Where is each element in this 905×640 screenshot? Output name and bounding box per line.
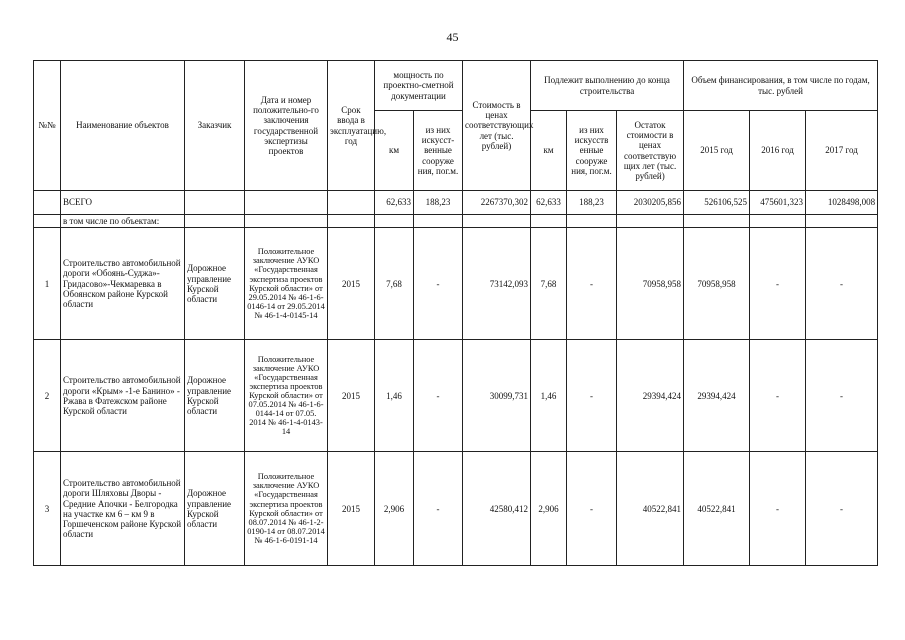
row-2017: - [806,228,878,340]
header-finance: Объем финансирования, в том числе по годам, тыс. рублей [684,61,878,111]
total-customer [185,191,245,215]
row-cost: 73142,093 [463,228,531,340]
total-term [328,191,375,215]
subheader-num [34,215,61,228]
row-customer: Дорожное управление Курской области [185,228,245,340]
header-num: №№ [34,61,61,191]
total-label: ВСЕГО [61,191,185,215]
total-2015: 526106,525 [684,191,750,215]
header-customer: Заказчик [185,61,245,191]
row-2015: 70958,958 [684,228,750,340]
table-row [34,340,878,452]
row-customer: Дорожное управление Курской области [185,340,245,452]
row-rest: 29394,424 [617,340,684,452]
row-km: 1,46 [375,340,414,452]
row-struct: - [414,452,463,566]
total-cost: 2267370,302 [463,191,531,215]
total-struct: 188,23 [414,191,463,215]
row-name: Строительство автомобильной дороги «Обоянь-Суджа»-Гридасово»-Чекмаревка в Обоянском районе Курской области [61,228,185,340]
header-year-2015: 2015 год [684,111,750,191]
total-num [34,191,61,215]
header-todo-rest: Остаток стоимости в ценах соответствую щих лет (тыс. рублей) [617,111,684,191]
row-rest: 70958,958 [617,228,684,340]
row-2017: - [806,452,878,566]
total-km: 62,633 [375,191,414,215]
row-rest: 40522,841 [617,452,684,566]
total-2017: 1028498,008 [806,191,878,215]
header-cost: Стоимость в ценах соответствующих лет (тыс. рублей) [463,61,531,191]
row-num: 3 [34,452,61,566]
header-capacity-struct: из них искусст-венные сооруже ния, пог.м. [414,111,463,191]
row-cost: 30099,731 [463,340,531,452]
row-todo-km: 2,906 [531,452,567,566]
row-todo-struct: - [567,340,617,452]
row-customer: Дорожное управление Курской области [185,452,245,566]
header-todo: Подлежит выполнению до конца строительства [531,61,684,111]
row-2015: 40522,841 [684,452,750,566]
row-num: 1 [34,228,61,340]
total-todo-struct: 188,23 [567,191,617,215]
header-year-2016: 2016 год [750,111,806,191]
total-rest: 2030205,856 [617,191,684,215]
total-expertise [245,191,328,215]
row-km: 2,906 [375,452,414,566]
page-number: 45 [446,30,459,44]
row-2015: 29394,424 [684,340,750,452]
header-name: Наименование объектов [61,61,185,191]
row-todo-km: 7,68 [531,228,567,340]
row-struct: - [414,340,463,452]
header-todo-struct: из них искусств енные сооруже ния, пог.м. [567,111,617,191]
row-num: 2 [34,340,61,452]
table-row [34,452,878,566]
row-expertise: Положительное заключение АУКО «Государственная экспертиза проектов Курской области» от 29.05.2014 № 46-1-6-0146-14 от 29.05.2014 № 46-1-4-0145-14 [245,228,328,340]
table-row [34,228,878,340]
header-todo-km: км [531,111,567,191]
row-term: 2015 [328,340,375,452]
row-cost: 42580,412 [463,452,531,566]
row-2016: - [750,228,806,340]
row-term: 2015 [328,452,375,566]
header-capacity-km: км [375,111,414,191]
header-year-2017: 2017 год [806,111,878,191]
total-todo-km: 62,633 [531,191,567,215]
row-term: 2015 [328,228,375,340]
row-2016: - [750,452,806,566]
row-todo-km: 1,46 [531,340,567,452]
row-expertise: Положительное заключение АУКО «Государственная экспертиза проектов Курской области» от 08.07.2014 № 46-1-2-0190-14 от 08.07.2014 № 46-1-6-0191-14 [245,452,328,566]
header-row-1 [34,61,878,111]
row-name: Строительство автомобильной дороги «Крым» -1-е Банино» - Ржава в Фатежском районе Курской области [61,340,185,452]
subheader-label: в том числе по объектам: [61,215,185,228]
row-km: 7,68 [375,228,414,340]
row-todo-struct: - [567,452,617,566]
row-2017: - [806,340,878,452]
row-todo-struct: - [567,228,617,340]
total-row [34,191,878,215]
objects-table [33,60,878,566]
row-name: Строительство автомобильной дороги Шляховы Дворы - Средние Апочки - Белгородка на участке км 6 – км 9 в Горшеченском районе Курской области [61,452,185,566]
total-2016: 475601,323 [750,191,806,215]
subheader-row [34,215,878,228]
header-term: Срок ввода в эксплуатацию, год [328,61,375,191]
row-expertise: Положительное заключение АУКО «Государственная экспертиза проектов Курской области» от 07.05.2014 № 46-1-6-0144-14 от 07.05. 2014 № 46-1-4-0143-14 [245,340,328,452]
header-expertise: Дата и номер положительно-го заключения государственной экспертизы проектов [245,61,328,191]
row-struct: - [414,228,463,340]
row-2016: - [750,340,806,452]
header-capacity: мощность по проектно-сметной документации [375,61,463,111]
